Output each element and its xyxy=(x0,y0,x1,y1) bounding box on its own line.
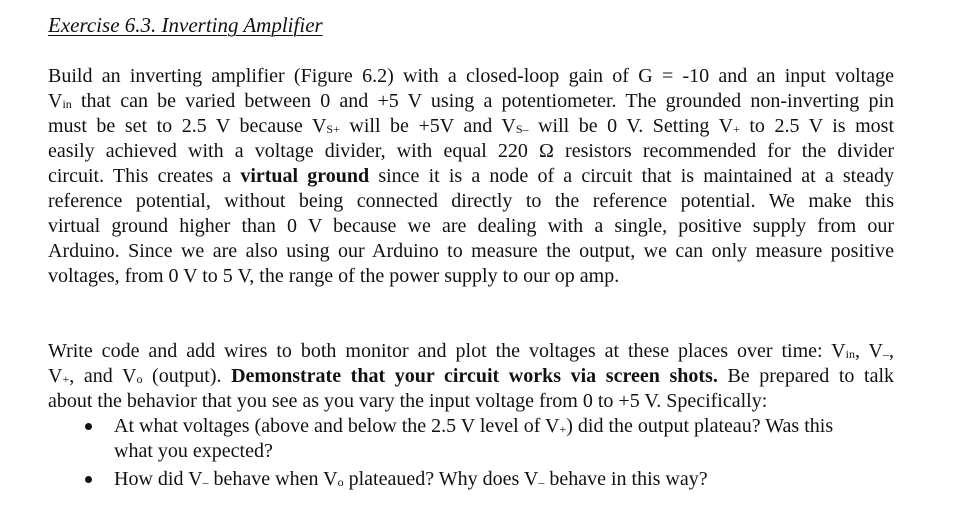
question-list xyxy=(48,414,894,492)
text-run: behave in this way? xyxy=(544,468,708,490)
bullet-icon xyxy=(85,476,92,483)
text-line: what you expected? xyxy=(114,440,273,462)
subscript: – xyxy=(883,347,889,361)
subscript: – xyxy=(202,475,209,489)
text-run: How did V xyxy=(114,468,203,490)
text-run: V xyxy=(48,365,63,387)
text-run: At what voltages (above and below the 2.5 V level of V xyxy=(114,415,560,437)
paragraph-task xyxy=(48,339,894,414)
subscript: + xyxy=(733,122,740,136)
text-run: that can be varied between 0 and +5 V using a potentiometer. The grounded non-inverting pin xyxy=(71,90,894,112)
text-run: to 2.5 V is most xyxy=(739,115,895,137)
text-line: virtual ground higher than 0 V because we are dealing with a single, positive supply from our xyxy=(48,215,894,237)
subscript: o xyxy=(337,475,344,489)
text-run: , V xyxy=(854,340,883,362)
text-run: plateaued? Why does V xyxy=(343,468,539,490)
text-line xyxy=(48,164,894,189)
text-run: circuit. This creates a xyxy=(48,165,241,187)
text-run: must be set to 2.5 V because V xyxy=(48,115,327,137)
subscript: in xyxy=(62,97,72,111)
subscript: + xyxy=(559,422,567,436)
exercise-heading: Exercise 6.3. Inverting Amplifier xyxy=(48,13,323,37)
text-run: (output). xyxy=(142,365,232,387)
subscript: o xyxy=(136,372,143,386)
text-line xyxy=(48,339,894,364)
bullet-icon xyxy=(85,423,92,430)
subscript: – xyxy=(538,475,545,489)
text-run: Be prepared to talk xyxy=(717,365,895,387)
text-run: will be 0 V. Setting V xyxy=(528,115,734,137)
subscript: in xyxy=(845,347,855,361)
paragraph-instructions xyxy=(48,64,894,289)
text-line: reference potential, without being connected directly to the reference potential. We make this xyxy=(48,190,894,212)
text-line xyxy=(114,414,894,439)
text-line: about the behavior that you see as you vary the input voltage from 0 to +5 V. Specifically: xyxy=(48,390,768,412)
text-run: , and V xyxy=(69,365,137,387)
subscript: S+ xyxy=(326,122,340,136)
text-run: , xyxy=(889,340,894,362)
list-item xyxy=(48,467,894,492)
text-run: will be +5V and V xyxy=(339,115,516,137)
text-line: easily achieved with a voltage divider, with equal 220 Ω resistors recommended for the divider xyxy=(48,140,894,162)
text-run: since it is a node of a circuit that is maintained at a steady xyxy=(369,165,894,187)
text-line: Build an inverting amplifier (Figure 6.2) with a closed-loop gain of G = -10 and an input voltage xyxy=(48,65,894,87)
subscript: S– xyxy=(515,122,529,136)
text-line: voltages, from 0 V to 5 V, the range of the power supply to our op amp. xyxy=(48,265,620,287)
text-run: ) did the output plateau? Was this xyxy=(566,415,834,437)
text-run: V xyxy=(48,90,63,112)
text-line: Arduino. Since we are also using our Arduino to measure the output, we can only measure positive xyxy=(48,240,894,262)
text-line xyxy=(48,89,894,114)
text-run: Write code and add wires to both monitor and plot the voltages at these places over time: V xyxy=(48,340,846,362)
text-run: behave when V xyxy=(208,468,338,490)
list-item xyxy=(48,414,894,464)
text-line xyxy=(114,467,894,492)
subscript: + xyxy=(62,372,70,386)
text-line xyxy=(48,364,894,389)
text-line xyxy=(48,114,894,139)
bold-term: virtual ground xyxy=(240,165,370,187)
bold-instruction: Demonstrate that your circuit works via screen shots. xyxy=(231,365,718,387)
